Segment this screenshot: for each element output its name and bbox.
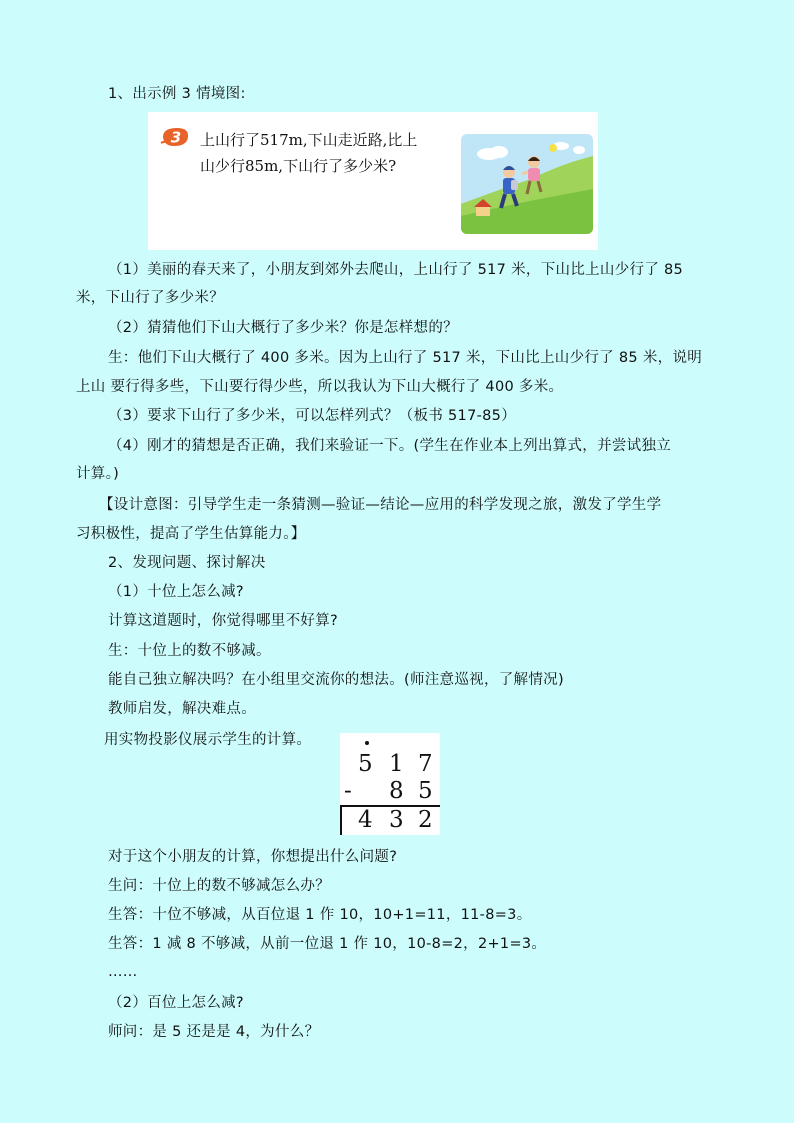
- example-text-line-1: 上山行了517m,下山走近路,比上: [200, 131, 418, 149]
- subtrahend-digit-tens: 8: [389, 778, 404, 804]
- text-line-3: （2）猜猜他们下山大概行了多少米？你是怎样想的？: [108, 320, 458, 336]
- result-digit-hundreds: 4: [358, 807, 373, 833]
- ellipsis-line: ……: [108, 964, 138, 980]
- vertical-rule: [340, 805, 342, 835]
- minuend-digit-ones: 7: [418, 751, 433, 777]
- borrow-dot: [365, 741, 369, 745]
- result-digit-tens: 3: [389, 807, 404, 833]
- vertical-subtraction: [340, 733, 440, 835]
- section-heading-2: 2、发现问题、探讨解决: [108, 555, 266, 571]
- design-intent-line-2: 习积极性，提高了学生估算能力。】: [76, 526, 306, 542]
- design-intent-line-1: 【设计意图：引导学生走一条猜测—验证—结论—应用的科学发现之旅，激发了学生学: [99, 497, 662, 513]
- text-line-11: 生：十位上的数不够减。: [108, 643, 271, 659]
- text-line-20: 师问：是 5 还是是 4，为什么？: [108, 1024, 320, 1040]
- result-digit-ones: 2: [418, 807, 433, 833]
- subtrahend-digit-ones: 5: [418, 778, 433, 804]
- example-figure: [148, 112, 598, 250]
- minuend-digit-hundreds: 5: [358, 751, 373, 777]
- text-line-13: 教师启发，解决难点。: [108, 701, 256, 717]
- text-line-4: 生：他们下山大概行了 400 多米。因为上山行了 517 米，下山比上山少行了 85 米，说明: [108, 350, 703, 366]
- text-line-15: 对于这个小朋友的计算，你想提出什么问题?: [108, 849, 398, 865]
- text-line-16: 生问：十位上的数不够减怎么办？: [108, 878, 330, 894]
- example-text-line-2: 山少行85m,下山行了多少米?: [200, 157, 397, 175]
- text-line-1: （1）美丽的春天来了，小朋友到郊外去爬山，上山行了 517 米，下山比上山少行了 85: [108, 262, 684, 278]
- text-line-19: （2）百位上怎么减?: [108, 995, 244, 1011]
- text-line-10: 计算这道题时，你觉得哪里不好算?: [108, 613, 338, 629]
- mountain-climbing-illustration: [461, 134, 593, 234]
- text-line-2: 米，下山行了多少米？: [76, 290, 224, 306]
- text-line-12: 能自己独立解决吗？在小组里交流你的想法。(师注意巡视，了解情况): [108, 672, 564, 688]
- text-line-8: 计算。): [76, 466, 120, 482]
- example-badge-icon: [160, 126, 190, 148]
- minus-sign: -: [344, 778, 352, 804]
- text-line-17: 生答：十位不够减，从百位退 1 作 10，10+1=11，11-8=3。: [108, 907, 532, 923]
- text-line-5: 上山 要行得多些，下山要行得少些，所以我认为下山大概行了 400 多米。: [76, 379, 564, 395]
- text-line-18: 生答：1 减 8 不够减，从前一位退 1 作 10，10-8=2，2+1=3。: [108, 936, 547, 952]
- text-line-9: （1）十位上怎么减?: [108, 584, 244, 600]
- text-line-14: 用实物投影仪展示学生的计算。: [104, 732, 312, 748]
- example-number: 3: [170, 128, 182, 147]
- section-heading-1: 1、出示例 3 情境图:: [108, 86, 246, 102]
- text-line-7: （4）刚才的猜想是否正确，我们来验证一下。(学生在作业本上列出算式，并尝试独立: [108, 438, 672, 454]
- text-line-6: （3）要求下山行了多少米，可以怎样列式？（板书 517-85）: [108, 408, 516, 424]
- minuend-digit-tens: 1: [389, 751, 404, 777]
